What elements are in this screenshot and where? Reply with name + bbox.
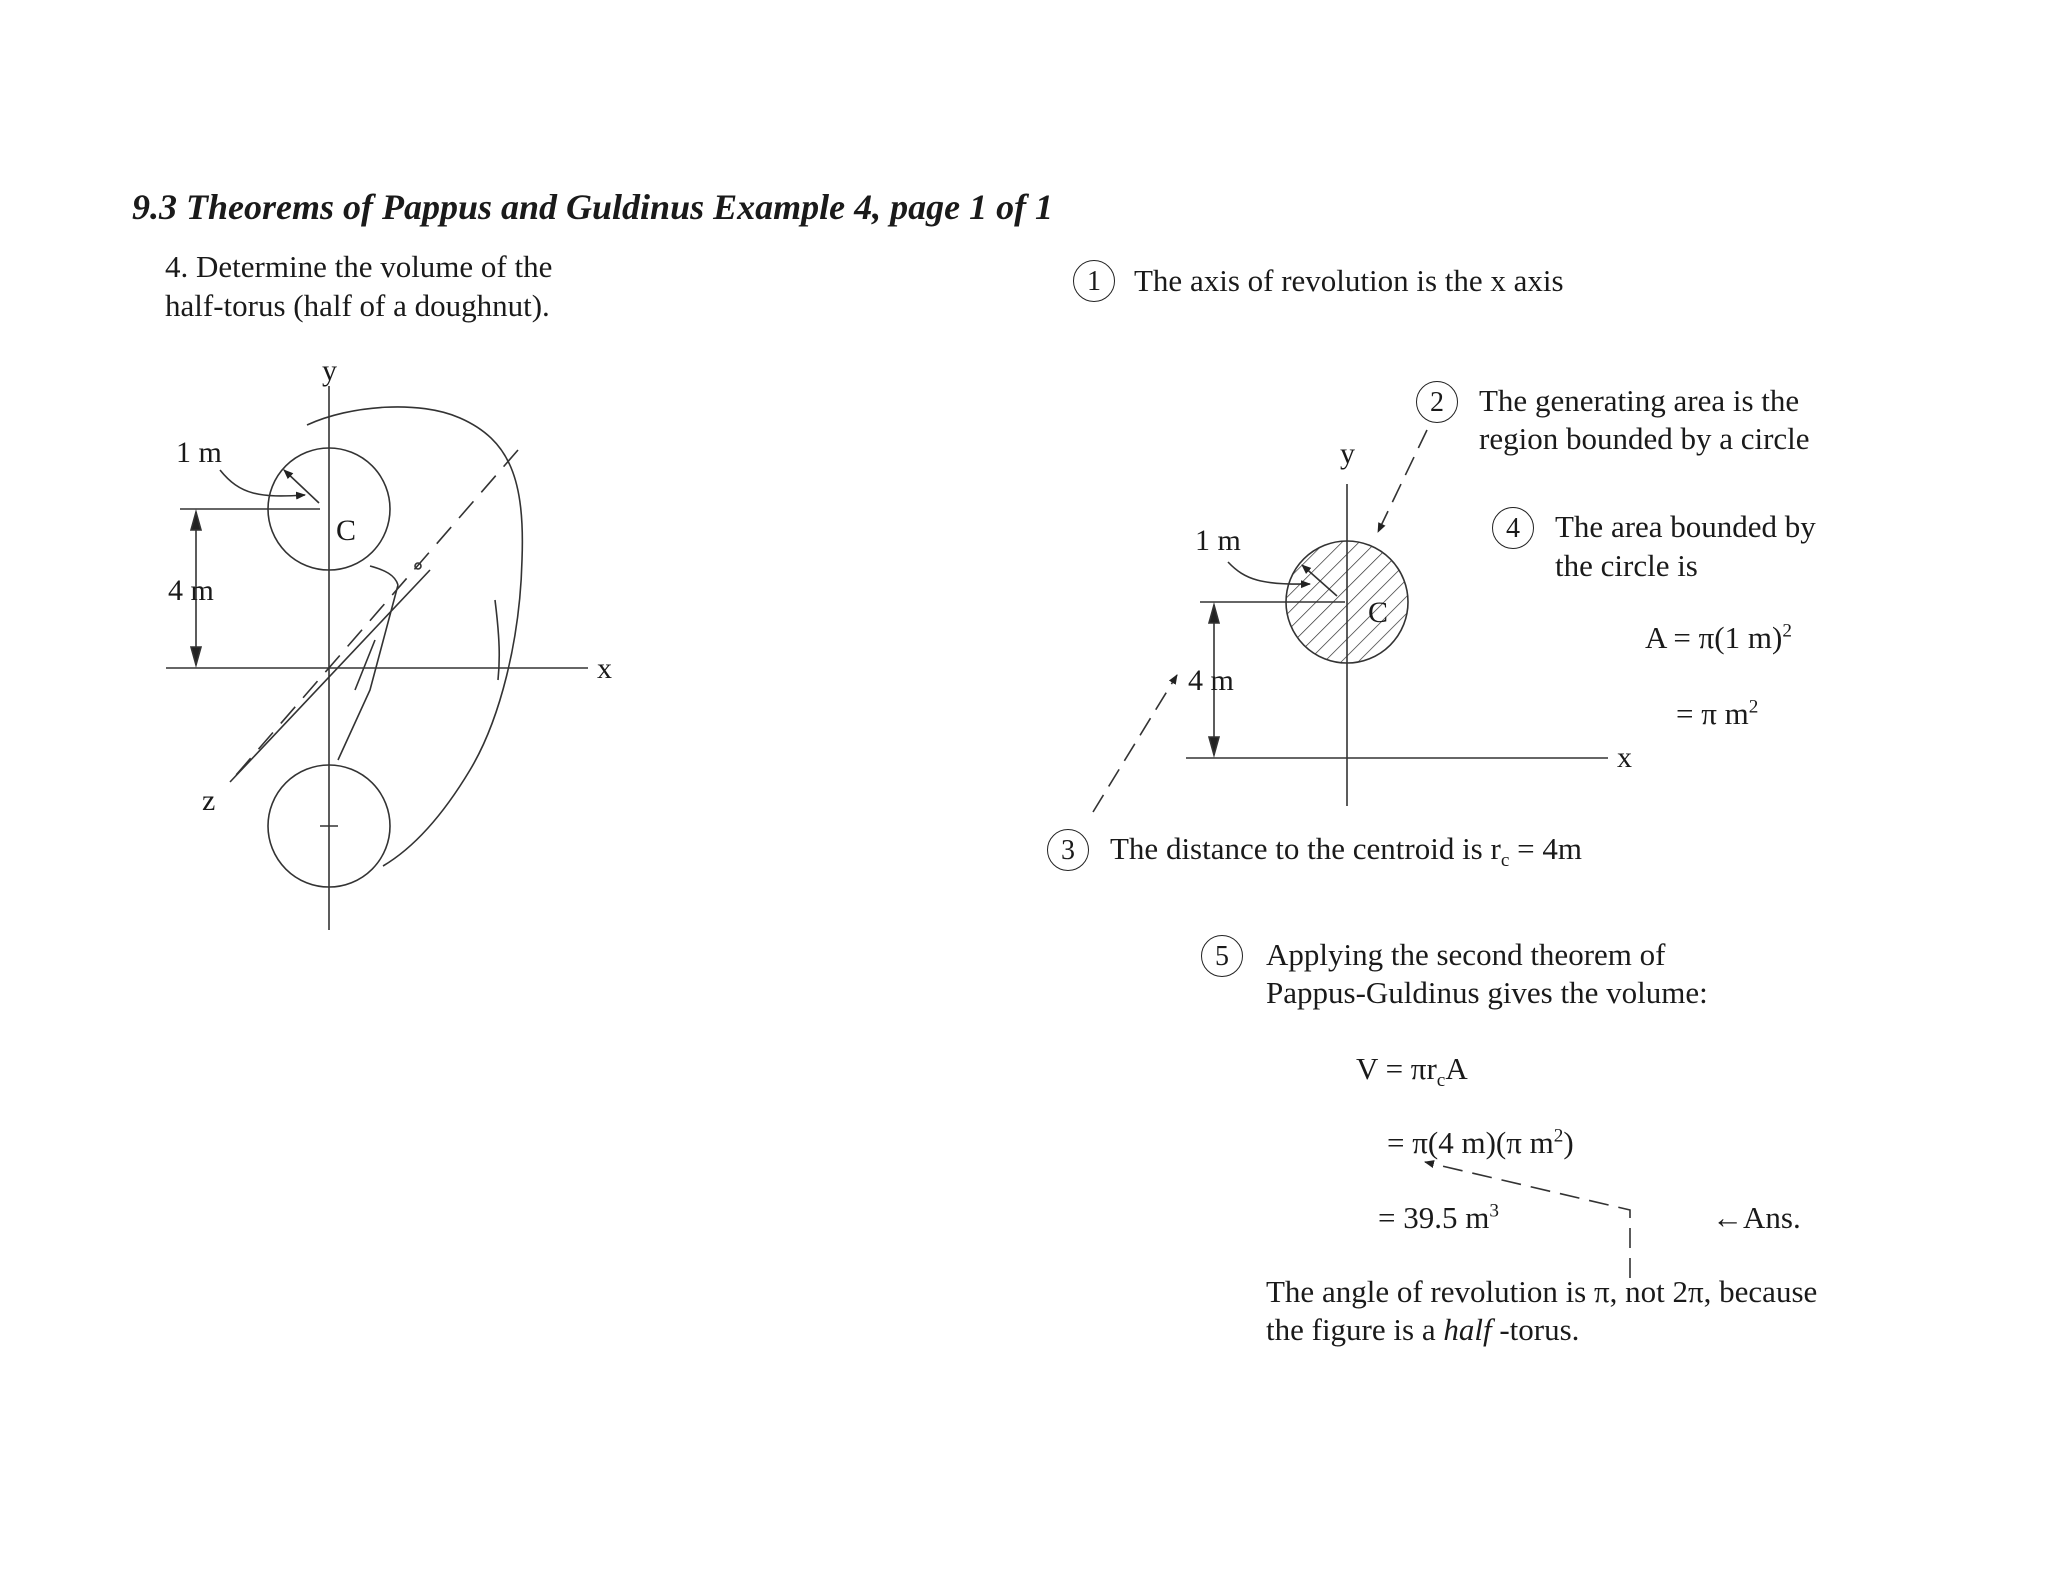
answer-label: ←Ans. (1712, 1200, 1801, 1235)
half-torus-figure (166, 386, 588, 930)
z-axis-solid (230, 570, 430, 782)
y-label-right: y (1340, 437, 1355, 470)
step-3-text: The distance to the centroid is $r_c = 4m$ (1110, 831, 1582, 872)
y-label-left: y (322, 354, 337, 387)
step-2-line-2: region bounded by a circle (1479, 421, 1810, 456)
volume-eq-line-3: = 39.5 $m^3$ (1378, 1200, 1499, 1235)
area-eq-line-1: A = π(1 m)$^2$ (1645, 620, 1792, 655)
note-line-2: the figure is a half -torus. (1266, 1312, 1580, 1347)
inner-silhouette (338, 585, 398, 760)
problem-line-1: 4. Determine the volume of the (165, 249, 553, 284)
centroid-label-left: C (336, 514, 357, 547)
step-3-badge: 3 (1047, 829, 1089, 871)
step-4-badge: 4 (1492, 507, 1534, 549)
step-4-line-2: the circle is (1555, 548, 1698, 583)
z-axis-left (230, 450, 518, 782)
z-label-left: z (202, 784, 216, 817)
centroid-label-right: C (1368, 596, 1389, 629)
distance-label-right: 4 m (1188, 664, 1234, 697)
radius-label-left: 1 m (176, 436, 222, 469)
problem-line-2: half-torus (half of a doughnut). (165, 288, 550, 323)
x-label-left: x (597, 652, 612, 685)
area-eq-line-2: = π $m^2$ (1676, 696, 1759, 731)
step-5-badge: 5 (1201, 935, 1243, 977)
volume-eq-line-2: = π(4 m)(π $m^2$) (1387, 1125, 1574, 1160)
step-5-line-1: Applying the second theorem of (1266, 937, 1666, 972)
step-1-text: The axis of revolution is the x axis (1134, 263, 1564, 298)
volume-eq-line-1: $V = \pi r_cA$ (1356, 1051, 1468, 1092)
note-line-1: The angle of revolution is π, not 2π, because (1266, 1274, 1818, 1309)
outer-silhouette (307, 407, 522, 866)
step-2-badge: 2 (1416, 381, 1458, 423)
page-title: 9.3 Theorems of Pappus and Guldinus Example 4, page 1 of 1 (132, 187, 1054, 227)
step-2-line-1: The generating area is the (1479, 383, 1800, 418)
step-4-line-1: The area bounded by (1555, 509, 1816, 544)
step-1-badge: 1 (1073, 260, 1115, 302)
step-5-line-2: Pappus-Guldinus gives the volume: (1266, 975, 1708, 1010)
distance-label-left: 4 m (168, 574, 214, 607)
radius-label-right: 1 m (1195, 524, 1241, 557)
x-label-right: x (1617, 741, 1632, 774)
